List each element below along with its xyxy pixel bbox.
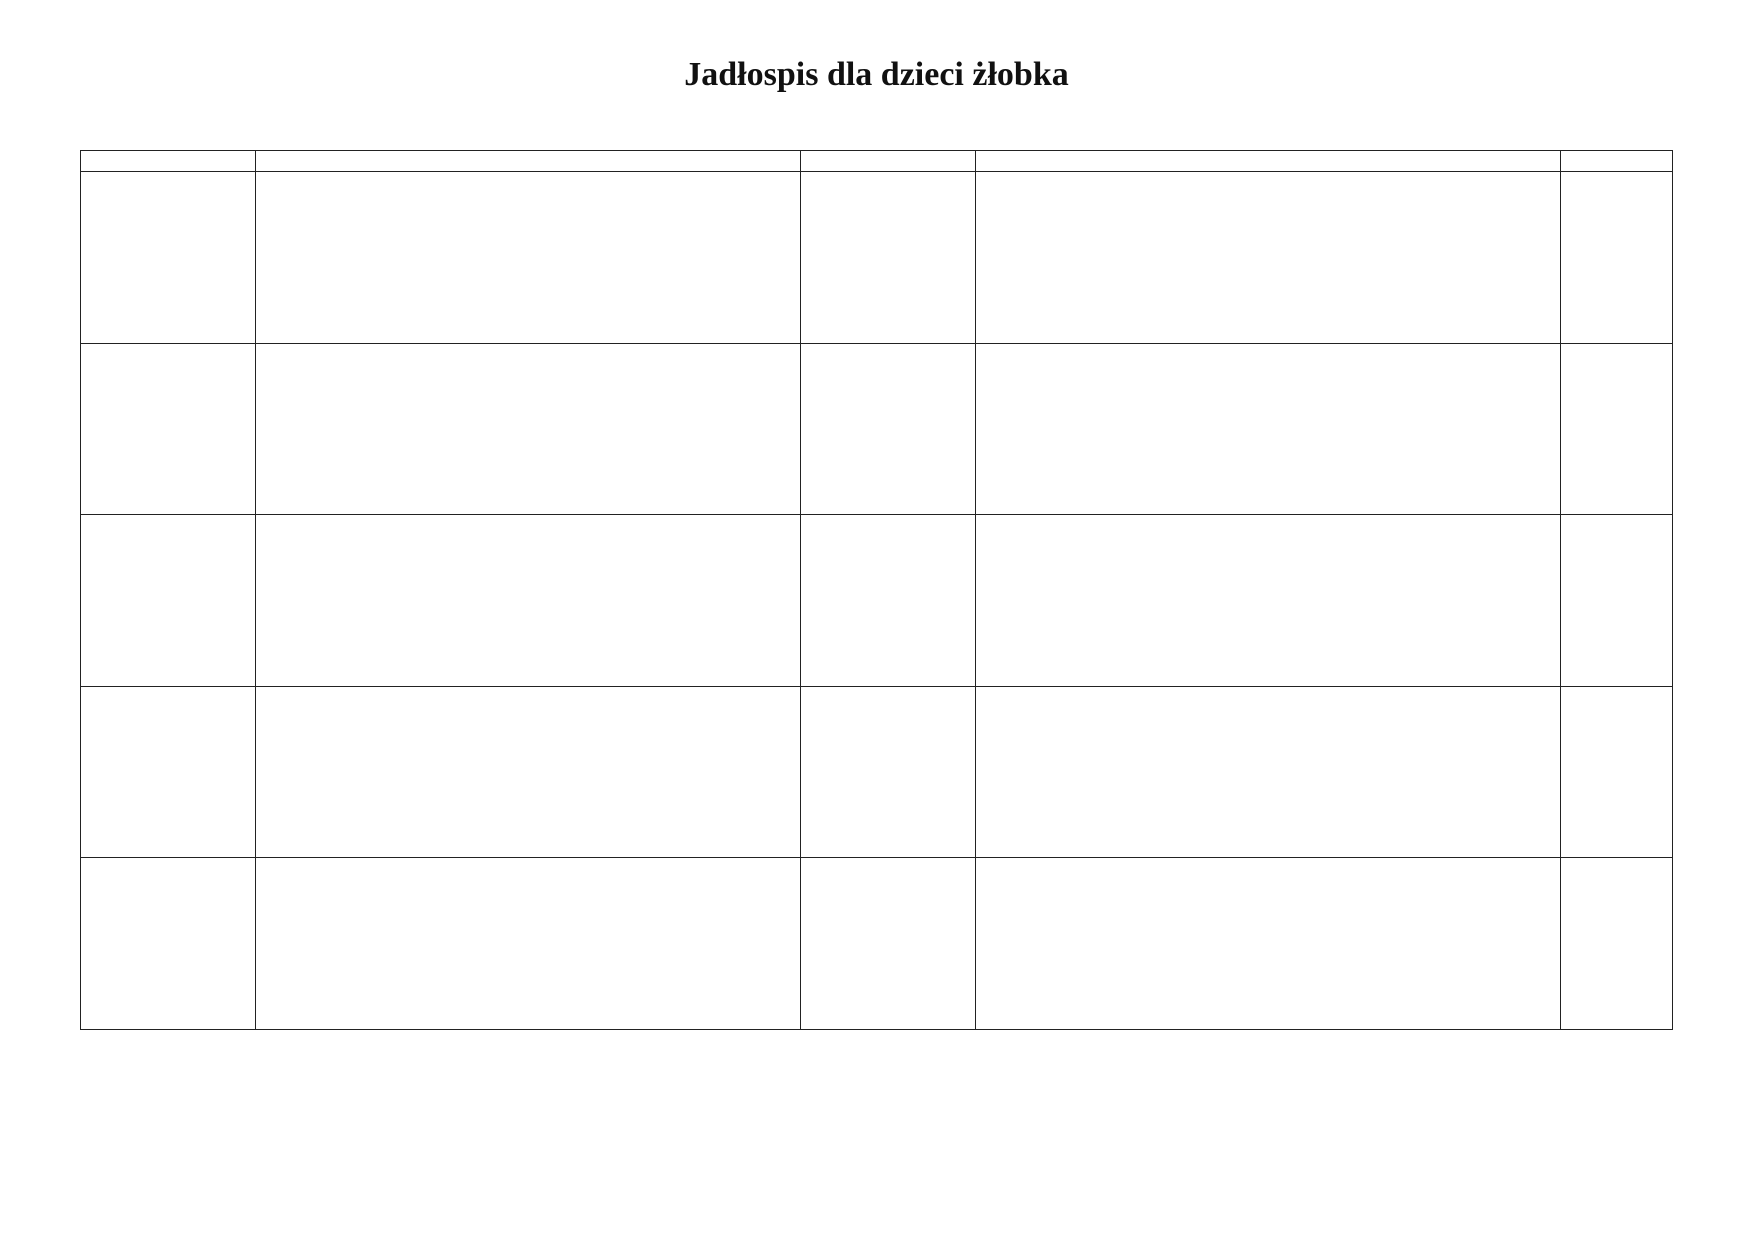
menu-table bbox=[80, 150, 1673, 1030]
table-row bbox=[81, 343, 1673, 515]
lunch-cell bbox=[976, 515, 1561, 687]
page-title: Jadłospis dla dzieci żłobka bbox=[684, 56, 1069, 93]
breakfast-1-cell bbox=[256, 172, 801, 344]
column-header-breakfast-1 bbox=[256, 151, 801, 172]
table-row bbox=[81, 858, 1673, 1030]
column-header-lunch bbox=[976, 151, 1561, 172]
snack-cell bbox=[1561, 172, 1673, 344]
table-row bbox=[81, 686, 1673, 858]
lunch-cell bbox=[976, 343, 1561, 515]
breakfast-2-cell bbox=[801, 343, 976, 515]
day-cell bbox=[81, 172, 256, 344]
column-header-snack bbox=[1561, 151, 1673, 172]
breakfast-1-cell bbox=[256, 515, 801, 687]
breakfast-1-cell bbox=[256, 686, 801, 858]
snack-cell bbox=[1561, 343, 1673, 515]
lunch-cell bbox=[976, 858, 1561, 1030]
snack-cell bbox=[1561, 515, 1673, 687]
day-cell bbox=[81, 858, 256, 1030]
snack-cell bbox=[1561, 686, 1673, 858]
breakfast-2-cell bbox=[801, 172, 976, 344]
day-cell bbox=[81, 686, 256, 858]
breakfast-1-cell bbox=[256, 858, 801, 1030]
column-header-day bbox=[81, 151, 256, 172]
breakfast-2-cell bbox=[801, 515, 976, 687]
breakfast-1-cell bbox=[256, 343, 801, 515]
breakfast-2-cell bbox=[801, 858, 976, 1030]
table-row bbox=[81, 515, 1673, 687]
snack-cell bbox=[1561, 858, 1673, 1030]
lunch-cell bbox=[976, 172, 1561, 344]
day-cell bbox=[81, 515, 256, 687]
day-cell bbox=[81, 343, 256, 515]
column-header-breakfast-2 bbox=[801, 151, 976, 172]
table-header-row bbox=[81, 151, 1673, 172]
lunch-cell bbox=[976, 686, 1561, 858]
breakfast-2-cell bbox=[801, 686, 976, 858]
table-row bbox=[81, 172, 1673, 344]
